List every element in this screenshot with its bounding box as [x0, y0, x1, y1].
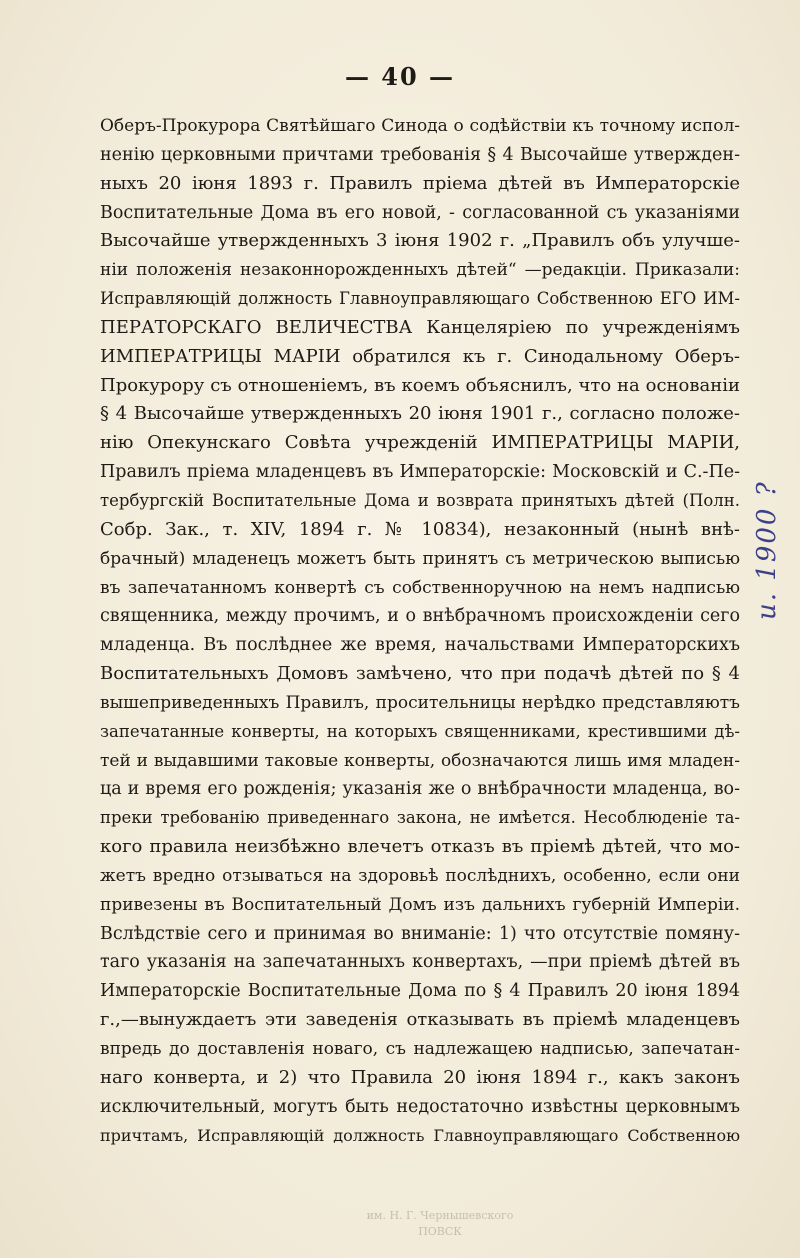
text-line: преки требованію приведеннаго закона, не имѣется. Несоблюденіе та-: [100, 808, 740, 828]
text-line: Высочайше утвержденныхъ 3 іюня 1902 г. „Правилъ объ улучше-: [100, 230, 740, 252]
text-line: Прокурору съ отношеніемъ, въ коемъ объяснилъ, что на основаніи: [100, 374, 740, 396]
text-line: кого правила неизбѣжно влечетъ отказъ въ пріемѣ дѣтей, что мо-: [100, 836, 740, 858]
text-line: Воспитательные Дома въ его новой, - согласованной съ указаніями: [100, 202, 740, 223]
text-line: Воспитательныхъ Домовъ замѣчено, что при подачѣ дѣтей по § 4: [100, 663, 740, 685]
stamp-line: ПОВСК: [418, 1225, 462, 1238]
text-line: исключительный, могутъ быть недостаточно извѣстны церковнымъ: [100, 1096, 740, 1117]
text-line: жетъ вредно отзываться на здоровьѣ послѣднихъ, особенно, если они: [100, 865, 740, 886]
text-line: въ запечатанномъ конвертѣ съ собственноручною на немъ надписью: [100, 577, 740, 598]
text-line: привезены въ Воспитательный Домъ изъ дальнихъ губерній Имперіи.: [100, 894, 740, 915]
text-line: причтамъ, Исправляющій должность Главноуправляющаго Собственною: [100, 1125, 740, 1145]
body-text: [100, 112, 740, 1150]
text-line: ИМПЕРАТРИЦЫ МАРІИ обратился къ г. Синодальному Оберъ-: [100, 345, 740, 367]
text-line: вышеприведенныхъ Правилъ, просительницы нерѣдко представляютъ: [100, 692, 740, 713]
text-line: наго конверта, и 2) что Правила 20 іюня 1894 г., какъ законъ: [100, 1066, 740, 1088]
text-line: Правилъ пріема младенцевъ въ Императорскіе: Московскій и С.-Пе-: [100, 462, 740, 483]
text-line: ца и время его рожденія; указанія же о внѣбрачности младенца, во-: [100, 779, 740, 800]
text-line: Оберъ-Прокурора Святѣйшаго Синода о содѣйствіи къ точному испол-: [100, 116, 740, 136]
text-line: ненію церковными причтами требованія § 4 Высочайше утвержден-: [100, 144, 740, 165]
text-line: Вслѣдствіе сего и принимая во вниманіе: 1) что отсутствіе помяну-: [100, 923, 740, 944]
page-number: — 40 —: [344, 62, 456, 91]
text-line: таго указанія на запечатанныхъ конвертахъ, —при пріемѣ дѣтей въ: [100, 952, 740, 973]
text-line: брачный) младенецъ можетъ быть принятъ съ метрическою выписью: [100, 548, 740, 569]
text-line: ПЕРАТОРСКАГО ВЕЛИЧЕСТВА Канцеляріею по учрежденіямъ: [100, 316, 740, 338]
handwritten-margin-note: и. 1900 ?: [752, 480, 782, 620]
text-line: § 4 Высочайше утвержденныхъ 20 іюня 1901 г., согласно положе-: [100, 403, 740, 425]
text-line: ныхъ 20 іюня 1893 г. Правилъ пріема дѣтей въ Императорскіе: [100, 172, 740, 194]
text-line: запечатанные конверты, на которыхъ священниками, крестившими дѣ-: [100, 721, 740, 741]
text-line: г.,—вынуждаетъ эти заведенія отказывать въ пріемѣ младенцевъ: [100, 1009, 740, 1031]
text-line: ніи положенія незаконнорожденныхъ дѣтей“ —редакціи. Приказали:: [100, 260, 740, 281]
text-line: Императорскіе Воспитательные Дома по § 4 Правилъ 20 іюня 1894: [100, 981, 740, 1002]
text-line: тей и выдавшими таковые конверты, обозначаются лишь имя младен-: [100, 750, 740, 771]
text-line: младенца. Въ послѣднее же время, начальствами Императорскихъ: [100, 635, 740, 656]
text-line: Исправляющій должность Главноуправляющаго Собственною ЕГО ИМ-: [100, 289, 740, 309]
text-line: тербургскій Воспитательные Дома и возврата принятыхъ дѣтей (Полн.: [100, 490, 740, 510]
library-stamp: [360, 1208, 520, 1248]
stamp-line: им. Н. Г. Чернышевского: [366, 1209, 514, 1222]
text-line: священника, между прочимъ, и о внѣбрачномъ происхожденіи сего: [100, 606, 740, 627]
text-line: Собр. Зак., т. XIV, 1894 г. № 10834), незаконный (нынѣ внѣ-: [100, 518, 740, 540]
text-line: нію Опекунскаго Совѣта учрежденій ИМПЕРАТРИЦЫ МАРІИ,: [100, 432, 740, 454]
text-line: впредь до доставленія новаго, съ надлежащею надписью, запечатан-: [100, 1039, 740, 1059]
